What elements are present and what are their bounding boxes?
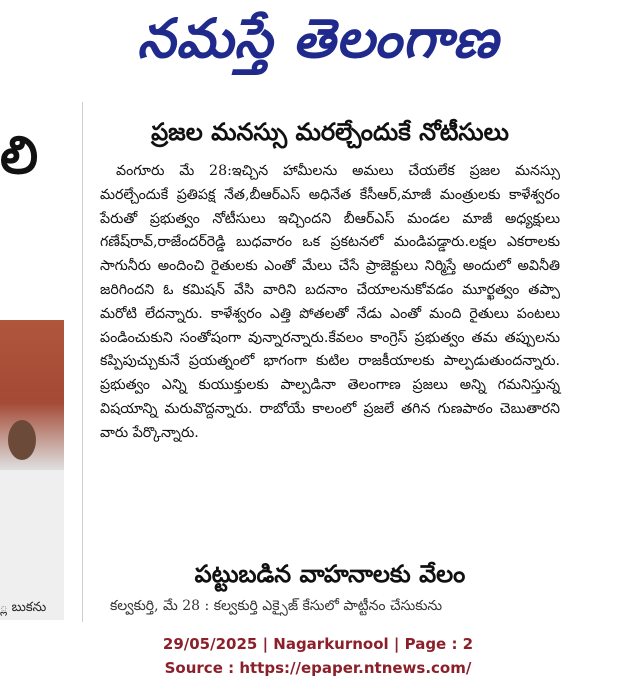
left-column — [0, 100, 70, 620]
article — [100, 118, 560, 446]
article-body: వంగూరు మే 28:ఇచ్చిన హామీలను అమలు చేయలేక ప్రజల మనస్సు మరల్చేందుకే ప్రతిపక్ష నేత,బీఆర్ఎస్ అధినేత కేసీఆర్,మాజీ మంత్రులకు కాళేశ్వరం పేరుతో ప్రభుత్వం నోటీసులు ఇచ్చిందని బీఆర్ఎస్ మండల మాజీ అధ్యక్షులు గణేష్‌రావ్,రాజేందర్‌రెడ్డి బుధవారం ఒక ప్రకటనలో మండిపడ్డారు.లక్షల ఎకరాలకు సాగునీరు అందించి రైతులకు ఎంతో మేలు చేసే ప్రాజెక్టులు నిర్మిస్తే అందులో అవినీతి జరిగిందని ఓ కమిషన్ వేసి వారిని బదనాం చేయాలనుకోవడం మూర్ఖత్వం తప్పా మరోటి లేదన్నారు. కాళేశ్వరం ఎత్తి పోతలతో నేడు ఎంతో మంది రైతులు పంటలు పండించుకుని సంతోషంగా వున్నారన్నారు.కేవలం కాంగ్రెస్ ప్రభుత్వం తమ తప్పులను కప్పిపుచ్చుకునే ప్రయత్నంలో భాగంగా కుటిల రాజకీయాలకు పాల్పడుతుందన్నారు. ప్రభుత్వం ఎన్ని కుయుక్తులకు పాల్పడినా తెలంగాణ ప్రజలు అన్ని గమనిస్తున్న విషయాన్ని మరువొద్దన్నారు. రాబోయే కాలంలో ప్రజలే తగిన గుణపాఠం చెబుతారని వారు పేర్కొన్నారు. — [100, 163, 560, 441]
column-divider — [82, 102, 83, 622]
article-headline: ప్రజల మనస్సు మరల్చేందుకే నోటీసులు — [151, 118, 509, 146]
photo-face — [8, 420, 36, 460]
footer-date-line: 29/05/2025 | Nagarkurnool | Page : 2 — [162, 635, 474, 653]
masthead-title: నమస్తే తెలంగాణ — [137, 6, 499, 70]
masthead — [0, 0, 636, 90]
next-article-headline: పట్టుబడిన వాహనాలకు వేలం — [194, 560, 466, 588]
left-headline-fragment: లి — [0, 126, 39, 186]
next-article-lead: కల్వకుర్తి, మే 28 : కల్వకుర్తి ఎక్సైజ్ కేసులో పాట్టీనం చేసుకును — [110, 598, 443, 614]
footer — [0, 632, 636, 680]
news-photo — [0, 320, 64, 620]
left-caption-fragment: ్ల బుకను — [0, 600, 47, 615]
footer-source-line: Source : https://epaper.ntnews.com/ — [164, 659, 472, 677]
photo-shirt — [0, 470, 64, 620]
